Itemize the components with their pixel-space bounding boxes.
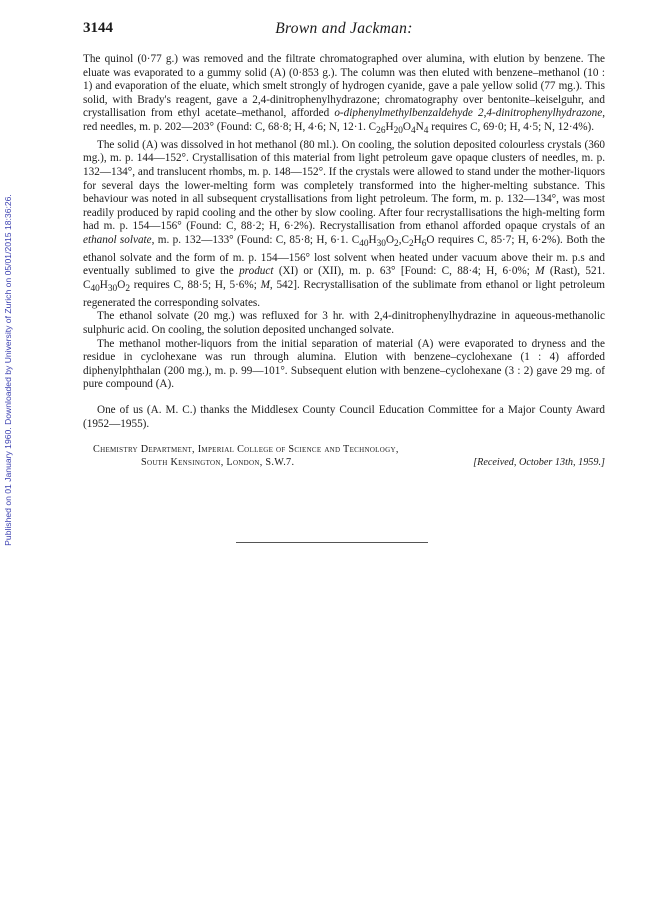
text-segment: requires C, 88·5; H, 5·6%; xyxy=(129,278,261,291)
compound-name: o-diphenylmethylbenzaldehyde 2,4-dinitrophenylhydrazone xyxy=(334,107,603,120)
affiliation-line-2 xyxy=(83,457,605,470)
paragraph-solid-a-crystallisation xyxy=(83,139,605,311)
formula-element: O xyxy=(117,278,126,291)
received-date: [Received, October 13th, 1959.] xyxy=(473,456,605,468)
acknowledgement: One of us (A. M. C.) thanks the Middlesex County Council Education Committee for a Major County Award (1952—1955). xyxy=(83,403,605,430)
text-segment: The ethanol solvate (20 mg.) was refluxed for 3 hr. with 2,4-dinitrophenylhydrazine in aqueous-methanolic sulphuric acid. On cooling, the solution deposited unchanged solvate. xyxy=(83,310,605,336)
formula-subscript: 2 xyxy=(125,284,130,295)
affiliation-block xyxy=(83,444,605,469)
text-segment: , m. p. 132—133° (Found: C, 85·8; H, 6·1. C xyxy=(151,233,360,246)
article-body xyxy=(83,53,605,469)
page-number: 3144 xyxy=(83,20,113,36)
text-segment: , red needles, m. p. 202—203° (Found: C, 68·8; H, 4·6; N, 12·1. C xyxy=(83,107,605,133)
emphasis-term: product xyxy=(239,265,274,278)
paragraph-quinol-chromatography xyxy=(83,53,605,139)
formula-subscript: 4 xyxy=(423,126,429,137)
text-segment: requires C, 69·0; H, 4·5; N, 12·4%). xyxy=(428,120,595,133)
formula-subscript: 2 xyxy=(408,239,414,250)
formula-subscript: 30 xyxy=(376,239,386,250)
emphasis-term: M xyxy=(535,265,545,278)
formula-subscript: 26 xyxy=(376,126,386,137)
paragraph-mother-liquors xyxy=(83,338,605,392)
address-text: South Kensington, London, S.W.7. xyxy=(141,456,295,468)
text-segment: The quinol (0·77 g.) was removed and the filtrate chromatographed over alumina, with elution by benzene. The eluate was evaporated to a gummy solid (A) (0·853 g.). The column was then eluted with benzene–methanol (10 : 1) and evaporation of the eluate, which smelt strongly of hydrogen cyanide, gave a pale yellow solid (77 mg.). This solid, with Brady's reagent, gave a 2,4-dinitrophenylhydrazone; chromatography over bentonite–keiselguhr, and crystallisation from ethyl acetate–methanol, afforded xyxy=(83,53,605,120)
formula-subscript: 4 xyxy=(411,126,416,137)
formula-subscript: 20 xyxy=(393,126,403,137)
affiliation-line-1 xyxy=(83,444,605,457)
formula-subscript: 40 xyxy=(359,239,369,250)
page-header xyxy=(83,20,605,42)
formula-element: H xyxy=(413,233,422,246)
formula-element: N xyxy=(415,120,424,133)
text-segment: (XI) or (XII), m. p. 63° [Found: C, 88·4; H, 6·0%; xyxy=(273,265,536,278)
formula-element: O xyxy=(385,233,395,246)
formula-element: H xyxy=(99,278,108,291)
end-rule xyxy=(236,542,428,543)
formula-subscript: 2 xyxy=(394,239,399,250)
download-notice xyxy=(2,150,14,590)
formula-element: H xyxy=(385,120,394,133)
text-segment: (Rast), 521. C xyxy=(83,265,606,291)
text-segment: The solid (A) was dissolved in hot methanol (80 ml.). On cooling, the solution deposited colourless crystals (360 mg.), m. p. 144—152°. Crystallisation of this material from light petroleum gave opaque clusters of needles, m. p. 132—134°, and translucent rhombs, m. p. 148—152°. If the crystals were allowed to stand under the mother-liquors for several days the lower-melting form was completely transformed into the higher-melting substance. This behaviour was noted in all subsequent crystallisations from light petroleum. The form, m. p. 132—134°, was most readily produced by rapid cooling and the other by slow cooling. After four recrystallisations the high-melting form had m. p. 154—156° (Found: C, 88·2; H, 6·2%). Recrystallisation from ethanol afforded opaque crystals of an xyxy=(83,138,605,233)
paragraph-ethanol-solvate xyxy=(83,310,605,337)
formula-element: H xyxy=(368,233,377,246)
text-segment: O requires C, 85·7; H, 6·2%). Both the ethanol solvate and the form of m. p. 154—156° lost solvent when heated under vacuum above their m. p.s and eventually sublimed to give the xyxy=(83,233,606,278)
running-head: Brown and Jackman: xyxy=(275,20,413,37)
emphasis-term: ethanol solvate xyxy=(83,233,152,246)
formula-element: O xyxy=(402,120,411,133)
download-notice-text: Published on 01 January 1960. Downloaded by University of Zurich on 05/01/2015 18:36:26. xyxy=(3,194,13,546)
formula-subscript: 40 xyxy=(90,284,100,295)
text-segment: The methanol mother-liquors from the initial separation of material (A) were evaporated to dryness and the residue in cyclohexane was run through alumina. Elution with benzene–cyclohexane (1 : 4) afforded diphenylphthalan (200 mg.), m. p. 99—101°. Subsequent elution with benzene–cyclohexane (3 : 2) gave 29 mg. of pure compound (A). xyxy=(83,337,605,391)
institution-text: Chemistry Department, Imperial College of Science and Technology, xyxy=(93,444,399,456)
formula-subscript: 6 xyxy=(421,239,427,250)
formula-subscript: 30 xyxy=(107,284,118,295)
emphasis-term: M xyxy=(260,278,270,291)
formula-element: ,C xyxy=(398,233,409,246)
text-segment: , 542]. Recrystallisation of the sublimate from ethanol or light petroleum regenerated the corresponding solvates. xyxy=(83,278,605,309)
